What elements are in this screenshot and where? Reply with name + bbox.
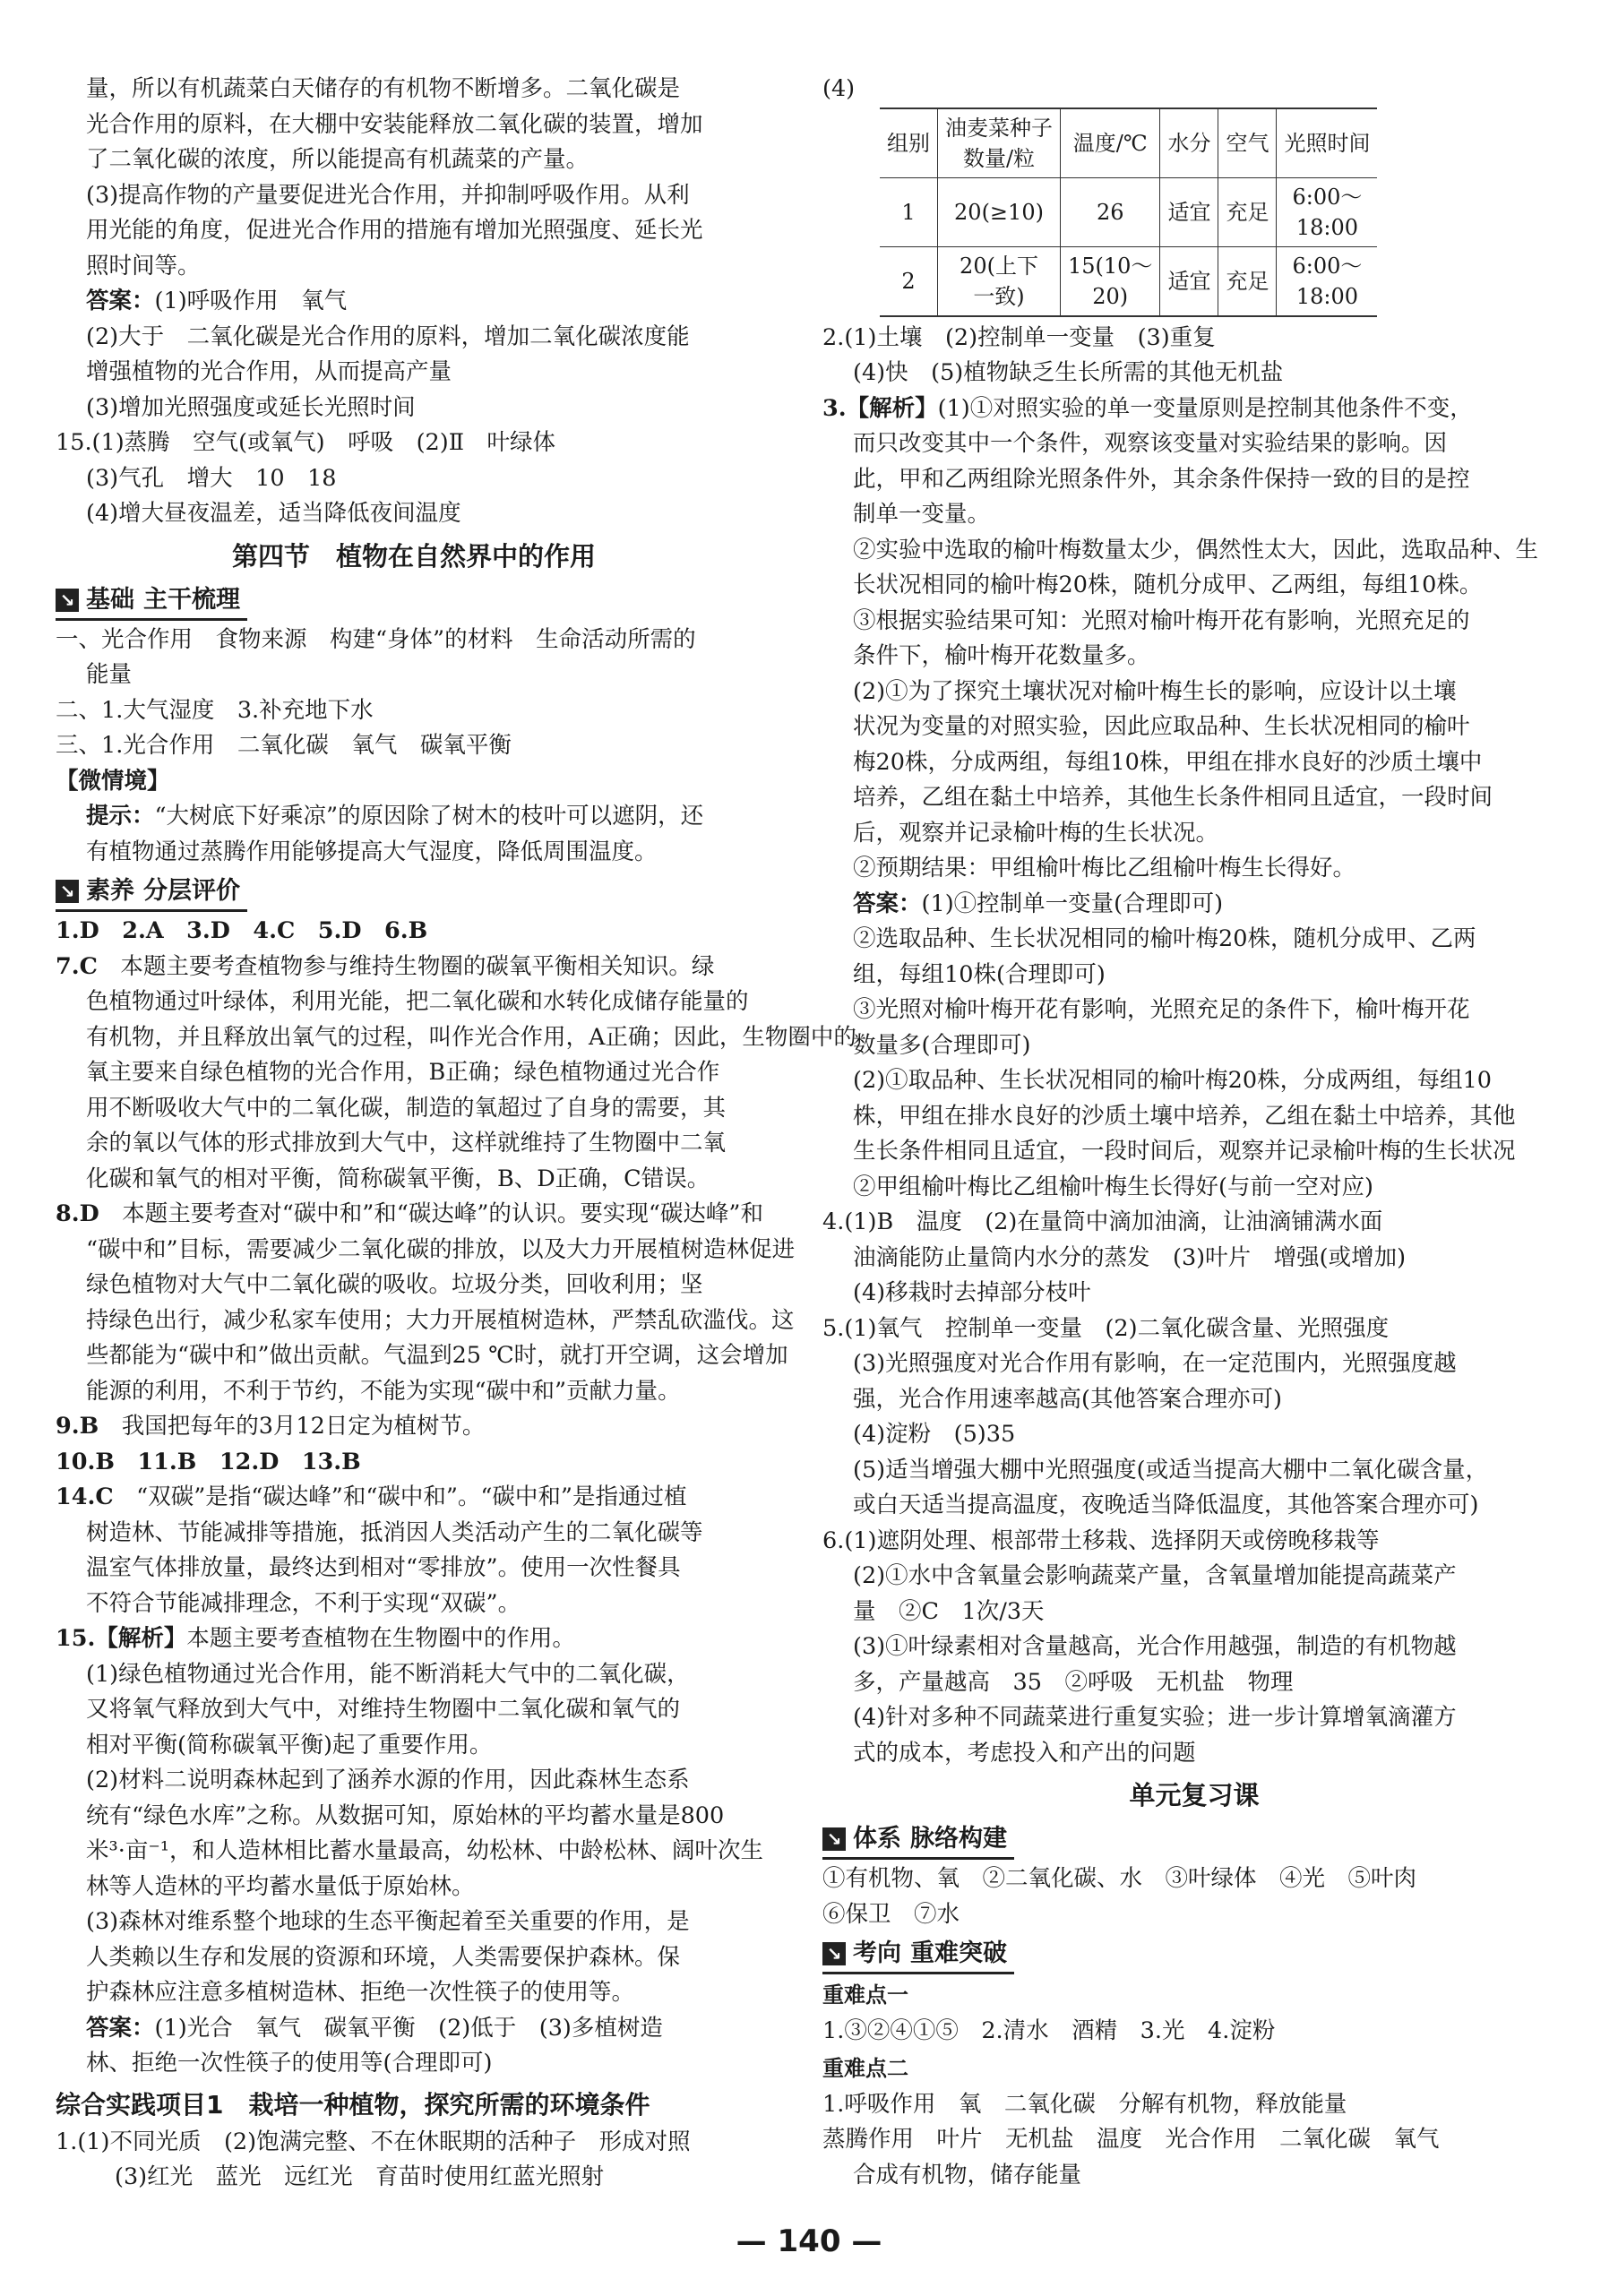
answer-line [56,284,772,320]
answer-label: 答案： [86,2014,155,2042]
text-line: 有植物通过蒸腾作用能够提高大气湿度，降低周围温度。 [86,838,658,865]
text-line: 多，产量越高 35 ②呼吸 无机盐 物理 [853,1668,1294,1696]
page-number: — 140 — [736,2223,882,2259]
text-line: 三、1.光合作用 二氧化碳 氧气 碳氧平衡 [56,732,512,759]
text-line: 制单一变量。 [853,501,991,528]
text-line: 蒸腾作用 叶片 无机盐 温度 光合作用 二氧化碳 氧气 [822,2126,1440,2153]
answer-line [822,887,1566,923]
right-column [822,72,1566,2193]
text-line: (3)气孔 增大 10 18 [86,464,337,492]
table-cell: 6:00～ 18:00 [1277,177,1378,246]
answer-text: (1)①控制单一变量(合理即可) [921,890,1224,917]
text-line: 1.(1)不同光质 (2)饱满完整、不在休眠期的活种子 形成对照 [56,2128,691,2155]
text-line: (5)适当增强大棚中光照强度(或适当提高大棚中二氧化碳含量， [853,1456,1489,1483]
tag-label: 重难突破 [910,1939,1007,1967]
tag-label: 基础 [86,585,134,614]
text-line: (2)①取品种、生长状况相同的榆叶梅20株，分成两组，每组10 [853,1067,1493,1094]
explanation: 本题主要考查植物在生物圈中的作用。 [186,1625,575,1652]
arrow-icon: ↘ [822,1827,846,1851]
analysis-label: 15.【解析】 [56,1625,187,1652]
text-line: 用不断吸收大气中的二氧化碳，制造的氧超过了自身的需要，其 [86,1094,727,1122]
table-cell: 20(上下 一致) [938,246,1061,316]
text-line: (3)增加光照强度或延长光照时间 [86,393,416,421]
answer-key: 10.B 11.B 12.D 13.B [56,1448,361,1475]
text-line: (4)快 (5)植物缺乏生长所需的其他无机盐 [853,359,1284,386]
answer-label: 答案： [86,288,155,314]
text-line: 增强植物的光合作用，从而提高产量 [86,358,452,385]
text-line: 状况为变量的对照实验，因此应取品种、生长状况相同的榆叶 [853,713,1470,740]
table-row [880,177,1377,246]
table-cell: 6:00～ 18:00 [1277,246,1378,316]
text-line: (4)移栽时去掉部分枝叶 [853,1279,1091,1306]
hint-label: 提示： [86,803,155,830]
text-line: “碳中和”目标，需要减少二氧化碳的排放，以及大力开展植树造林促进 [86,1235,796,1263]
text-line: (2)①为了探究土壤状况对榆叶梅生长的影响，应设计以土壤 [853,677,1457,705]
text-line: 1.呼吸作用 氧 二氧化碳 分解有机物，释放能量 [822,2090,1347,2118]
text-line: 人类赖以生存和发展的资源和环境，人类需要保护森林。保 [86,1943,681,1971]
text-line: 长状况相同的榆叶梅20株，随机分成甲、乙两组，每组10株。 [853,572,1483,598]
text-line: 林等人造林的平均蓄水量低于原始林。 [86,1872,475,1900]
table-header-cell: 空气 [1218,108,1277,178]
tag-label: 素养 [86,877,134,905]
text-line: 二、1.大气湿度 3.补充地下水 [56,696,374,724]
text-line [56,1197,772,1233]
text-line: 能源的利用，不利于节约，不能为实现“碳中和”贡献力量。 [86,1377,681,1405]
keypoint-heading: 重难点二 [822,2055,908,2081]
question-answer: 7.C [56,952,98,980]
text-line: 数量多(合理即可) [853,1031,1031,1059]
text-line: 统有“绿色水库”之称。从数据可知，原始林的平均蓄水量是800 [86,1802,725,1829]
text-line: (3)森林对维系整个地球的生态平衡起着至关重要的作用，是 [86,1908,690,1935]
text-line: (3)提高作物的产量要促进光合作用，并抑制呼吸作用。从利 [86,181,690,209]
text-line: 4.(1)B 温度 (2)在量筒中滴加油滴，让油滴铺满水面 [822,1208,1383,1235]
text-line: (1)绿色植物通过光合作用，能不断消耗大气中的二氧化碳， [86,1660,690,1688]
table-header-cell: 油麦菜种子 数量/粒 [938,108,1061,178]
text-line: (4)增大昼夜温差，适当降低夜间温度 [86,500,461,527]
section-title: 第四节 植物在自然界中的作用 [231,540,596,572]
text-line: 用光能的角度，促进光合作用的措施有增加光照强度、延长光 [86,217,703,244]
text-line: ②甲组榆叶梅比乙组榆叶梅生长得好(与前一空对应) [853,1173,1373,1200]
table-header-row [880,108,1377,178]
answer-line [56,2011,772,2047]
tag-label: 脉络构建 [910,1825,1007,1853]
text-line: 氧主要来自绿色植物的光合作用，B正确；绿色植物通过光合作 [86,1059,720,1086]
table-header-cell: 温度/℃ [1061,108,1160,178]
text-line: (2)大于 二氧化碳是光合作用的原料，增加二氧化碳浓度能 [86,322,690,350]
text-line: 后，观察并记录榆叶梅的生长状况。 [853,819,1219,847]
text-line: 梅20株，分成两组，每组10株，甲组在排水良好的沙质土壤中 [853,748,1483,776]
text-line: (3)①叶绿素相对含量越高，光合作用越强，制造的有机物越 [853,1633,1457,1660]
text-line: 又将氧气释放到大气中，对维持生物圈中二氧化碳和氧气的 [86,1696,681,1723]
text-line: 培养，乙组在黏土中培养，其他生长条件相同且适宜，一段时间 [853,784,1493,811]
text-line [56,1409,772,1445]
explanation: (1)①对照实验的单一变量原则是控制其他条件不变， [937,394,1473,422]
text-line: ⑥保卫 ⑦水 [822,1900,960,1928]
text-line [56,1621,772,1657]
text-line: 绿色植物对大气中二氧化碳的吸收。垃圾分类，回收利用；坚 [86,1271,703,1298]
section-tag-evaluation [56,873,247,912]
hint-text: “大树底下好乘凉”的原因除了树木的枝叶可以遮阴，还 [154,803,704,830]
text-line: 条件下，榆叶梅开花数量多。 [853,642,1150,669]
tag-label: 考向 [853,1939,901,1967]
text-line: (4)针对多种不同蔬菜进行重复实验；进一步计算增氧滴灌方 [853,1704,1457,1731]
text-line: 光合作用的原料，在大棚中安装能释放二氧化碳的装置，增加 [86,110,703,138]
explanation: 我国把每年的3月12日定为植树节。 [99,1413,486,1440]
text-line: 合成有机物，储存能量 [853,2161,1082,2189]
text-line: 树造林、节能减排等措施，抵消因人类活动产生的二氧化碳等 [86,1518,703,1546]
tag-label: 主干梳理 [143,585,240,614]
experiment-table [880,107,1377,317]
text-line: 化碳和氧气的相对平衡，简称碳氧平衡，B、D正确，C错误。 [86,1165,710,1192]
text-line: (4)淀粉 (5)35 [853,1421,1016,1448]
text-line: ①有机物、氧 ②二氧化碳、水 ③叶绿体 ④光 ⑤叶肉 [822,1865,1417,1892]
section-tag-basics [56,582,247,621]
text-line: (3)光照强度对光合作用有影响，在一定范围内，光照强度越 [853,1350,1457,1377]
text-line: (3)红光 蓝光 远红光 育苗时使用红蓝光照射 [115,2163,605,2190]
table-cell: 20(≥10) [938,177,1061,246]
text-line: 强，光合作用速率越高(其他答案合理亦可) [853,1385,1282,1413]
text-line: 照时间等。 [86,252,201,279]
arrow-icon: ↘ [56,880,79,903]
text-line: 量，所以有机蔬菜白天储存的有机物不断增多。二氧化碳是 [86,75,681,102]
text-line: 油滴能防止量筒内水分的蒸发 (3)叶片 增强(或增加) [853,1243,1407,1271]
answer-text: (1)呼吸作用 氧气 [154,288,348,314]
text-line: 余的氧以气体的形式排放到大气中，这样就维持了生物圈中二氧 [86,1130,727,1157]
tag-label: 分层评价 [143,877,240,905]
text-line: 米³·亩⁻¹，和人造林相比蓄水量最高，幼松林、中龄松林、阔叶次生 [86,1837,764,1864]
answer-label: 答案： [853,890,922,917]
text-line: 株，甲组在排水良好的沙质土壤中培养，乙组在黏土中培养，其他 [853,1102,1516,1130]
arrow-icon: ↘ [822,1942,846,1965]
tag-label: 体系 [853,1825,901,1853]
table-cell: 适宜 [1160,246,1218,316]
text-line: ③光照对榆叶梅开花有影响，光照充足的条件下，榆叶梅开花 [853,996,1470,1023]
text-line: (2)①水中含氧量会影响蔬菜产量，含氧量增加能提高蔬菜产 [853,1562,1457,1589]
text-line: ②预期结果：甲组榆叶梅比乙组榆叶梅生长得好。 [853,855,1356,881]
explanation: “双碳”是指“碳达峰”和“碳中和”。“碳中和”是指通过植 [113,1483,687,1510]
text-line: ②选取品种、生长状况相同的榆叶梅20株，随机分成甲、乙两 [853,925,1476,952]
table-cell: 适宜 [1160,177,1218,246]
text-line: 2.(1)土壤 (2)控制单一变量 (3)重复 [822,323,1216,351]
text-line: 5.(1)氧气 控制单一变量 (2)二氧化碳含量、光照强度 [822,1314,1390,1342]
text-line: 1.③②④①⑤ 2.清水 酒精 3.光 4.淀粉 [822,2017,1276,2044]
text-line: 15.(1)蒸腾 空气(或氧气) 呼吸 (2)Ⅱ 叶绿体 [56,429,556,456]
text-line: 能量 [86,661,133,688]
explanation: 本题主要考查对“碳中和”和“碳达峰”的认识。要实现“碳达峰”和 [99,1200,763,1227]
table-cell: 1 [880,177,938,246]
text-line: 不符合节能减排理念，不利于实现“双碳”。 [86,1589,521,1617]
text-line: 而只改变其中一个条件，观察该变量对实验结果的影响。因 [853,430,1448,457]
question-answer: 8.D [56,1200,99,1227]
text-line: 式的成本，考虑投入和产出的问题 [853,1739,1196,1767]
text-line: 生长条件相同且适宜，一段时间后，观察并记录榆叶梅的生长状况 [853,1138,1516,1165]
answer-text: (1)光合 氧气 碳氧平衡 (2)低于 (3)多植树造 [154,2014,663,2042]
text-line: 了二氧化碳的浓度，所以能提高有机蔬菜的产量。 [86,146,590,173]
section-title: 单元复习课 [1129,1780,1260,1810]
text-line: (2)材料二说明森林起到了涵养水源的作用，因此森林生态系 [86,1767,690,1793]
text-line: 些都能为“碳中和”做出贡献。气温到25 ℃时，就打开空调，这会增加 [86,1342,788,1369]
left-column [56,72,856,2196]
text-line: 色植物通过叶绿体，利用光能，把二氧化碳和水转化成储存能量的 [86,988,749,1015]
text-line: 护森林应注意多植树造林、拒绝一次性筷子的使用等。 [86,1979,635,2006]
text-line: 一、光合作用 食物来源 构建“身体”的材料 生命活动所需的 [56,625,696,653]
table-cell: 充足 [1218,246,1277,316]
table-header-cell: 水分 [1160,108,1218,178]
text-line: 有机物，并且释放出氧气的过程，叫作光合作用，A正确；因此，生物圈中的 [86,1023,856,1051]
text-line: 6.(1)遮阴处理、根部带土移栽、选择阴天或傍晚移栽等 [822,1526,1380,1554]
text-line: ③根据实验结果可知：光照对榆叶梅开花有影响，光照充足的 [853,606,1470,634]
table-cell: 26 [1061,177,1160,246]
table-header-cell: 光照时间 [1277,108,1378,178]
answer-key: 1.D 2.A 3.D 4.C 5.D 6.B [56,917,428,944]
text-line: 温室气体排放量，最终达到相对“零排放”。使用一次性餐具 [86,1554,681,1581]
text-line [56,799,772,835]
text-line: ②实验中选取的榆叶梅数量太少，偶然性太大，因此，选取品种、生 [853,536,1539,563]
table-row [880,246,1377,316]
text-line [56,950,772,985]
table-cell: 15(10～ 20) [1061,246,1160,316]
arrow-icon: ↘ [56,589,79,612]
text-line: 量 ②C 1次/3天 [853,1597,1045,1625]
table-cell: 充足 [1218,177,1277,246]
keypoint-heading: 重难点一 [822,1982,908,2008]
section-tag-framework [822,1821,1014,1860]
explanation: 本题主要考查植物参与维持生物圈的碳氧平衡相关知识。绿 [97,952,715,980]
analysis-label: 3.【解析】 [822,394,938,422]
text-line: (4) [822,75,856,102]
text-line: 或白天适当提高温度，夜晚适当降低温度，其他答案合理亦可) [853,1492,1479,1518]
section-tag-keypoints [822,1936,1014,1974]
micro-scenario-label: 【微情境】 [56,767,170,795]
project-title: 综合实践项目1 栽培一种植物，探究所需的环境条件 [56,2089,650,2120]
text-line: 组，每组10株(合理即可) [853,960,1106,988]
text-line: 持绿色出行，减少私家车使用；大力开展植树造林，严禁乱砍滥伐。这 [86,1306,795,1334]
text-line: 相对平衡(简称碳氧平衡)起了重要作用。 [86,1731,493,1759]
table-header-cell: 组别 [880,108,938,178]
text-line [56,1480,772,1516]
text-line: 此，甲和乙两组除光照条件外，其余条件保持一致的目的是控 [853,465,1470,493]
text-line [822,391,1566,427]
text-line: 林、拒绝一次性筷子的使用等(合理即可) [86,2050,493,2077]
question-answer: 14.C [56,1483,114,1510]
table-cell: 2 [880,246,938,316]
question-answer: 9.B [56,1413,99,1440]
